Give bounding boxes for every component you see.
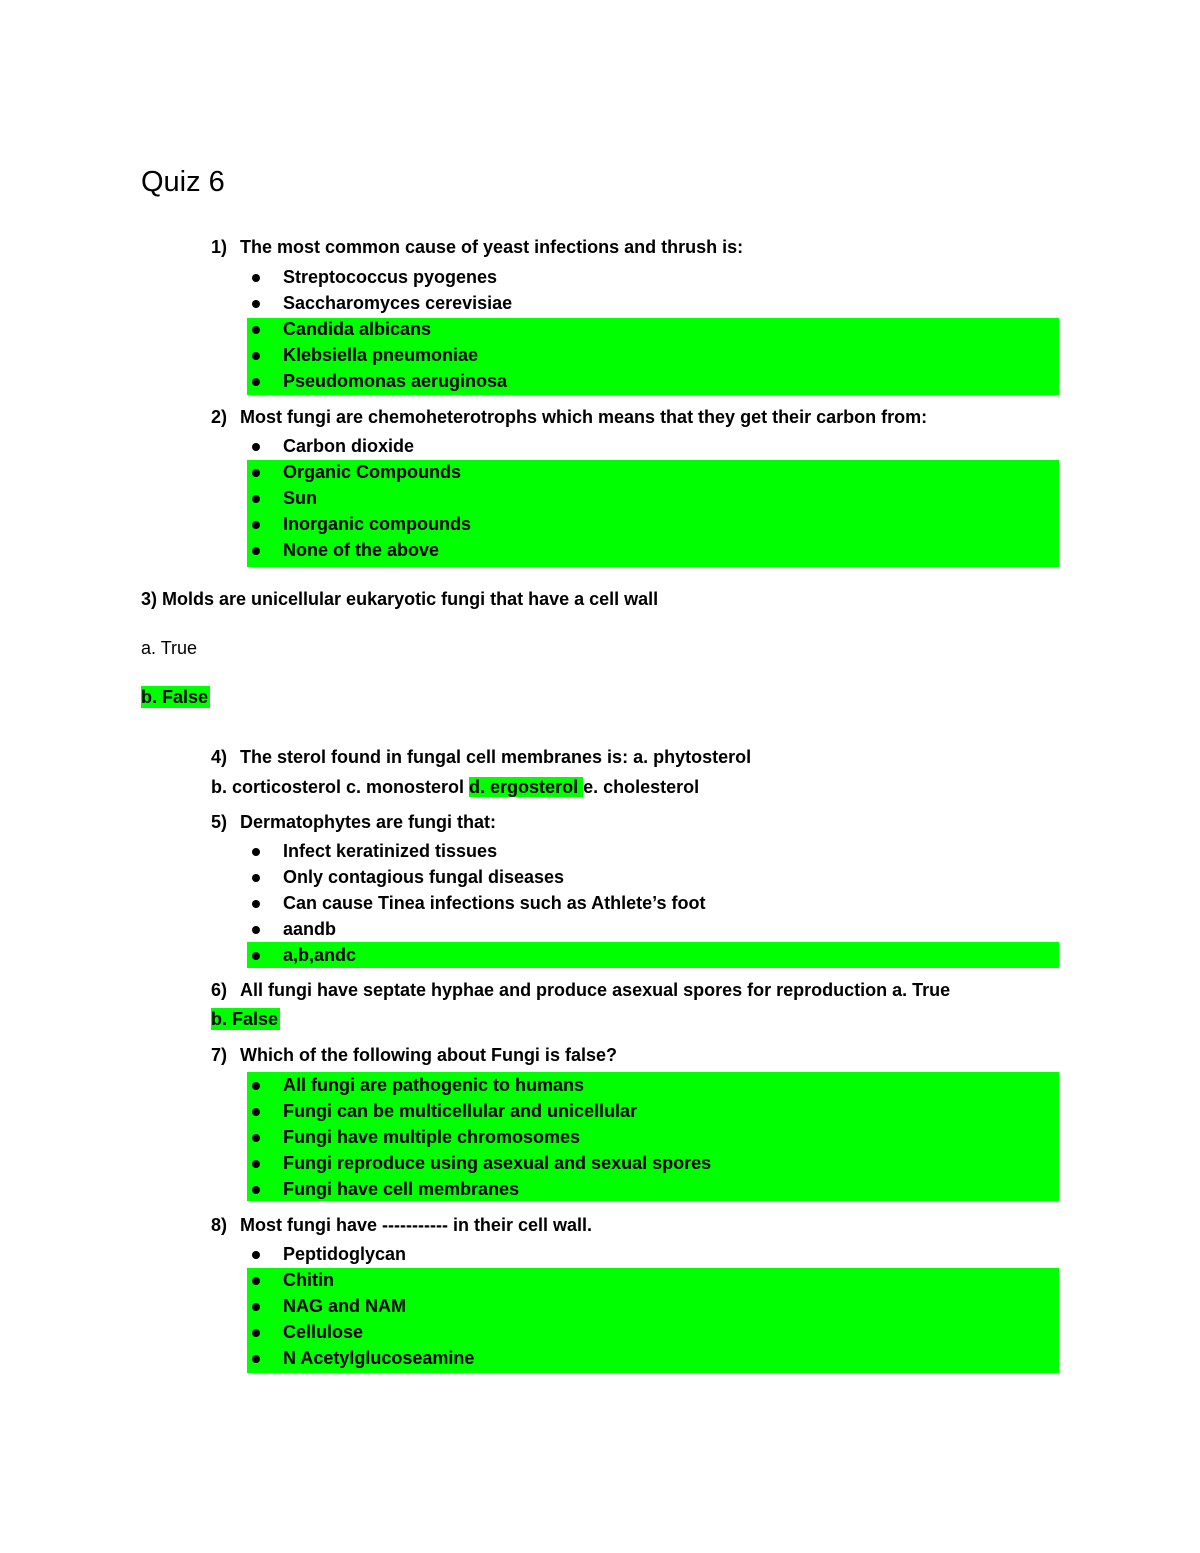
bullet-icon [252, 900, 260, 908]
bullet-icon [252, 547, 260, 555]
bullet-icon [252, 1355, 260, 1363]
q8-option: Cellulose [247, 1319, 1059, 1345]
bullet-icon [252, 443, 260, 451]
q5-option: Infect keratinized tissues [247, 838, 1059, 864]
question-5-text: Dermatophytes are fungi that: [240, 812, 497, 832]
bullet-icon [252, 1303, 260, 1311]
bullet-icon [252, 326, 260, 334]
bullet-icon [252, 1251, 260, 1259]
question-6-text: All fungi have septate hyphae and produce asexual spores for reproduction a. True [240, 980, 951, 1000]
bullet-icon [252, 1277, 260, 1285]
question-4-text: The sterol found in fungal cell membranes is: a. phytosterol [240, 747, 752, 767]
question-8-text: Most fungi have ----------- in their cell wall. [240, 1215, 592, 1235]
q1-option: Pseudomonas aeruginosa [247, 368, 1059, 394]
q8-option: Chitin [247, 1267, 1059, 1293]
q5-option: Can cause Tinea infections such as Athlete’s foot [247, 890, 1059, 916]
bullet-icon [252, 1160, 260, 1168]
question-3-text: 3) Molds are unicellular eukaryotic fungi that have a cell wall [141, 589, 659, 609]
q1-option: Saccharomyces cerevisiae [247, 290, 1059, 316]
q1-option: Klebsiella pneumoniae [247, 342, 1059, 368]
q8-option: Peptidoglycan [247, 1241, 1059, 1267]
question-4-number: 4) [211, 747, 228, 767]
q2-option: Carbon dioxide [247, 433, 1059, 459]
q8-option: NAG and NAM [247, 1293, 1059, 1319]
bullet-icon [252, 926, 260, 934]
bullet-icon [252, 274, 260, 282]
q7-option: All fungi are pathogenic to humans [247, 1072, 1059, 1098]
bullet-icon [252, 1186, 260, 1194]
question-2-text: Most fungi are chemoheterotrophs which means that they get their carbon from: [240, 407, 928, 427]
question-1-text: The most common cause of yeast infections and thrush is: [240, 237, 744, 257]
q7-option: Fungi can be multicellular and unicellular [247, 1098, 1059, 1124]
question-5-number: 5) [211, 812, 228, 832]
q2-option: None of the above [247, 537, 1059, 563]
question-4-options-line: b. corticosterol c. monosterol d. ergosterol e. cholesterol [211, 777, 700, 797]
q6-option-b-answer: b. False [211, 1009, 279, 1029]
bullet-icon [252, 1108, 260, 1116]
bullet-icon [252, 1082, 260, 1090]
q1-option: Streptococcus pyogenes [247, 264, 1059, 290]
bullet-icon [252, 378, 260, 386]
q8-option: N Acetylglucoseamine [247, 1345, 1059, 1371]
q7-option: Fungi reproduce using asexual and sexual spores [247, 1150, 1059, 1176]
bullet-icon [252, 469, 260, 477]
q2-option: Inorganic compounds [247, 511, 1059, 537]
question-1-number: 1) [211, 237, 228, 257]
bullet-icon [252, 874, 260, 882]
q5-option: aandb [247, 916, 1059, 942]
q2-option: Organic Compounds [247, 459, 1059, 485]
q1-option: Candida albicans [247, 316, 1059, 342]
q3-option-b-answer: b. False [141, 687, 209, 707]
bullet-icon [252, 1329, 260, 1337]
bullet-icon [252, 352, 260, 360]
bullet-icon [252, 521, 260, 529]
question-2-number: 2) [211, 407, 228, 427]
bullet-icon [252, 495, 260, 503]
page-title: Quiz 6 [141, 166, 225, 198]
bullet-icon [252, 848, 260, 856]
q4-answer-mark: d. ergosterol [469, 777, 584, 797]
q3-option-a: a. True [141, 638, 198, 658]
q5-option: a,b,andc [247, 942, 1059, 968]
bullet-icon [252, 1134, 260, 1142]
question-7-number: 7) [211, 1045, 228, 1065]
question-6-number: 6) [211, 980, 228, 1000]
bullet-icon [252, 300, 260, 308]
q7-option: Fungi have cell membranes [247, 1176, 1059, 1202]
q7-option: Fungi have multiple chromosomes [247, 1124, 1059, 1150]
q5-option: Only contagious fungal diseases [247, 864, 1059, 890]
q2-option: Sun [247, 485, 1059, 511]
question-7-text: Which of the following about Fungi is false? [240, 1045, 617, 1065]
question-8-number: 8) [211, 1215, 228, 1235]
bullet-icon [252, 952, 260, 960]
